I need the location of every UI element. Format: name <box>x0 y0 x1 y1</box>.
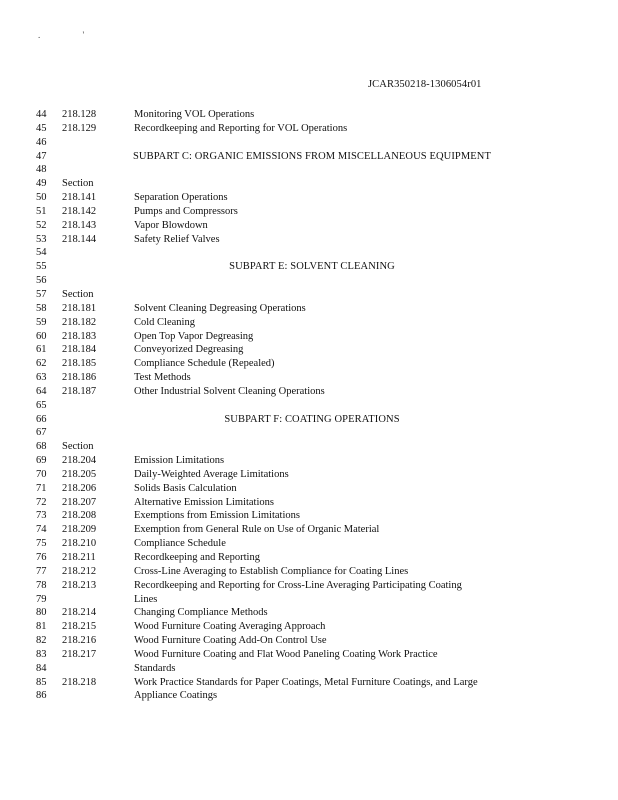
line-number: 59 <box>36 316 47 328</box>
section-title: Solvent Cleaning Degreasing Operations <box>134 302 306 314</box>
line-number: 64 <box>36 385 47 397</box>
document-line <box>0 343 618 357</box>
section-title: Emission Limitations <box>134 455 225 467</box>
line-number: 45 <box>36 122 47 134</box>
section-number: 218.182 <box>62 316 97 328</box>
section-title: Separation Operations <box>134 192 228 204</box>
line-number: 81 <box>36 621 47 633</box>
line-number: 74 <box>36 524 47 536</box>
section-title: Pumps and Compressors <box>134 205 238 217</box>
subpart-heading: SUBPART C: ORGANIC EMISSIONS FROM MISCELLANEOUS EQUIPMENT <box>132 150 492 162</box>
document-line <box>0 122 618 136</box>
section-title: Recordkeeping and Reporting for Cross-Line Averaging Participating Coating <box>134 579 462 591</box>
line-number: 58 <box>36 302 47 314</box>
line-number: 71 <box>36 482 47 494</box>
section-number: 218.187 <box>62 385 97 397</box>
document-line <box>0 108 618 122</box>
section-number: 218.211 <box>62 552 96 563</box>
document-line <box>0 537 618 551</box>
line-number: 65 <box>36 399 47 411</box>
document-line <box>0 260 618 274</box>
section-number: 218.143 <box>62 219 97 231</box>
section-number: 218.142 <box>62 205 97 217</box>
line-number: 80 <box>36 607 47 619</box>
section-number: 218.213 <box>62 579 97 591</box>
document-line <box>0 606 618 620</box>
section-number: 218.214 <box>62 607 97 619</box>
line-number: 54 <box>36 247 47 259</box>
section-title: Conveyorized Degreasing <box>134 344 244 356</box>
scan-marks: . ' <box>38 30 105 40</box>
section-title: Compliance Schedule <box>134 538 226 550</box>
document-line <box>0 468 618 482</box>
line-number: 79 <box>36 593 47 605</box>
document-line <box>0 440 618 454</box>
document-line <box>0 620 618 634</box>
line-number: 55 <box>36 261 47 273</box>
document-line <box>0 496 618 510</box>
section-number: 218.208 <box>62 510 97 522</box>
document-line <box>0 205 618 219</box>
line-number: 61 <box>36 344 47 356</box>
section-number: 218.207 <box>62 496 97 508</box>
section-number: 218.218 <box>62 676 97 688</box>
line-list <box>0 108 618 703</box>
document-line <box>0 662 618 676</box>
line-number: 77 <box>36 565 47 577</box>
section-number: 218.186 <box>62 372 97 384</box>
line-number: 57 <box>36 288 47 300</box>
section-title: Cold Cleaning <box>134 316 195 328</box>
line-number: 50 <box>36 192 47 204</box>
line-number: 83 <box>36 648 47 660</box>
section-title: Cross-Line Averaging to Establish Compliance for Coating Lines <box>134 565 409 577</box>
section-title: Recordkeeping and Reporting for VOL Operations <box>134 122 348 134</box>
document-line <box>0 191 618 205</box>
section-title: Exemption from General Rule on Use of Organic Material <box>134 524 380 536</box>
line-number: 75 <box>36 538 47 550</box>
document-line <box>0 163 618 177</box>
document-line <box>0 426 618 440</box>
line-number: 47 <box>36 150 47 162</box>
section-column-label: Section <box>62 288 94 300</box>
section-number: 218.204 <box>62 455 97 467</box>
document-line <box>0 136 618 150</box>
document-line <box>0 482 618 496</box>
line-number: 56 <box>36 275 47 287</box>
document-line <box>0 454 618 468</box>
section-number: 218.181 <box>62 302 97 314</box>
section-number: 218.209 <box>62 524 97 536</box>
line-number: 85 <box>36 676 47 688</box>
line-number: 46 <box>36 136 47 148</box>
section-title: Test Methods <box>134 372 191 384</box>
section-number: 218.129 <box>62 122 97 134</box>
section-title: Monitoring VOL Operations <box>134 109 255 120</box>
line-number: 78 <box>36 579 47 591</box>
document-line <box>0 233 618 247</box>
document-line <box>0 385 618 399</box>
document-line <box>0 509 618 523</box>
line-number: 62 <box>36 358 47 370</box>
section-number: 218.185 <box>62 358 97 370</box>
line-number: 52 <box>36 219 47 231</box>
document-line <box>0 593 618 607</box>
document-line <box>0 523 618 537</box>
line-number: 82 <box>36 635 47 647</box>
document-line <box>0 219 618 233</box>
section-number: 218.184 <box>62 344 97 356</box>
section-number: 218.216 <box>62 635 97 647</box>
line-number: 84 <box>36 662 47 674</box>
section-title: Lines <box>134 593 158 605</box>
section-title: Safety Relief Valves <box>134 233 220 245</box>
section-title: Vapor Blowdown <box>134 219 208 231</box>
section-title: Appliance Coatings <box>134 690 218 702</box>
section-column-label: Section <box>62 441 94 453</box>
document-line <box>0 246 618 260</box>
section-title: Standards <box>134 662 176 674</box>
line-number: 67 <box>36 427 47 439</box>
section-title: Changing Compliance Methods <box>134 607 268 619</box>
subpart-heading: SUBPART E: SOLVENT CLEANING <box>229 261 395 273</box>
section-title: Other Industrial Solvent Cleaning Operations <box>134 385 325 397</box>
document-line <box>0 648 618 662</box>
line-number: 60 <box>36 330 47 342</box>
section-number: 218.212 <box>62 565 97 577</box>
section-title: Compliance Schedule (Repealed) <box>134 358 275 370</box>
line-number: 51 <box>36 205 47 217</box>
document-line <box>0 399 618 413</box>
document-line <box>0 150 618 164</box>
section-title: Recordkeeping and Reporting <box>134 552 260 563</box>
document-line <box>0 565 618 579</box>
document-line <box>0 689 618 703</box>
subpart-heading: SUBPART F: COATING OPERATIONS <box>224 413 400 425</box>
line-number: 66 <box>36 413 47 425</box>
section-number: 218.141 <box>62 192 97 204</box>
section-title: Alternative Emission Limitations <box>134 496 274 508</box>
document-line <box>0 371 618 385</box>
section-title: Wood Furniture Coating and Flat Wood Paneling Coating Work Practice <box>134 648 438 660</box>
line-number: 53 <box>36 233 47 245</box>
section-title: Daily-Weighted Average Limitations <box>134 468 289 480</box>
document-line <box>0 274 618 288</box>
section-title: Wood Furniture Coating Averaging Approach <box>134 621 326 633</box>
document-line <box>0 551 618 565</box>
line-number: 44 <box>36 109 47 120</box>
line-number: 70 <box>36 468 47 480</box>
document-line <box>0 316 618 330</box>
section-number: 218.205 <box>62 468 97 480</box>
document-line <box>0 177 618 191</box>
section-title: Solids Basis Calculation <box>134 482 237 494</box>
document-line <box>0 634 618 648</box>
section-number: 218.183 <box>62 330 97 342</box>
document-line <box>0 676 618 690</box>
document-line <box>0 330 618 344</box>
section-number: 218.144 <box>62 233 97 245</box>
line-number: 69 <box>36 455 47 467</box>
document-id: JCAR350218-1306054r01 <box>368 79 482 90</box>
document-line <box>0 579 618 593</box>
document-line <box>0 413 618 427</box>
section-column-label: Section <box>62 178 94 190</box>
line-number: 68 <box>36 441 47 453</box>
section-title: Wood Furniture Coating Add-On Control Use <box>134 635 327 647</box>
line-number: 72 <box>36 496 47 508</box>
section-number: 218.217 <box>62 648 97 660</box>
section-number: 218.128 <box>62 109 97 120</box>
section-title: Exemptions from Emission Limitations <box>134 510 300 522</box>
section-title: Open Top Vapor Degreasing <box>134 330 254 342</box>
section-number: 218.206 <box>62 482 97 494</box>
section-number: 218.215 <box>62 621 97 633</box>
section-number: 218.210 <box>62 538 97 550</box>
line-number: 49 <box>36 178 47 190</box>
line-number: 48 <box>36 164 47 176</box>
document-line <box>0 302 618 316</box>
document-line <box>0 357 618 371</box>
line-number: 86 <box>36 690 47 702</box>
line-number: 73 <box>36 510 47 522</box>
line-number: 63 <box>36 372 47 384</box>
section-title: Work Practice Standards for Paper Coatings, Metal Furniture Coatings, and Large <box>134 676 478 688</box>
document-line <box>0 288 618 302</box>
line-number: 76 <box>36 552 47 563</box>
